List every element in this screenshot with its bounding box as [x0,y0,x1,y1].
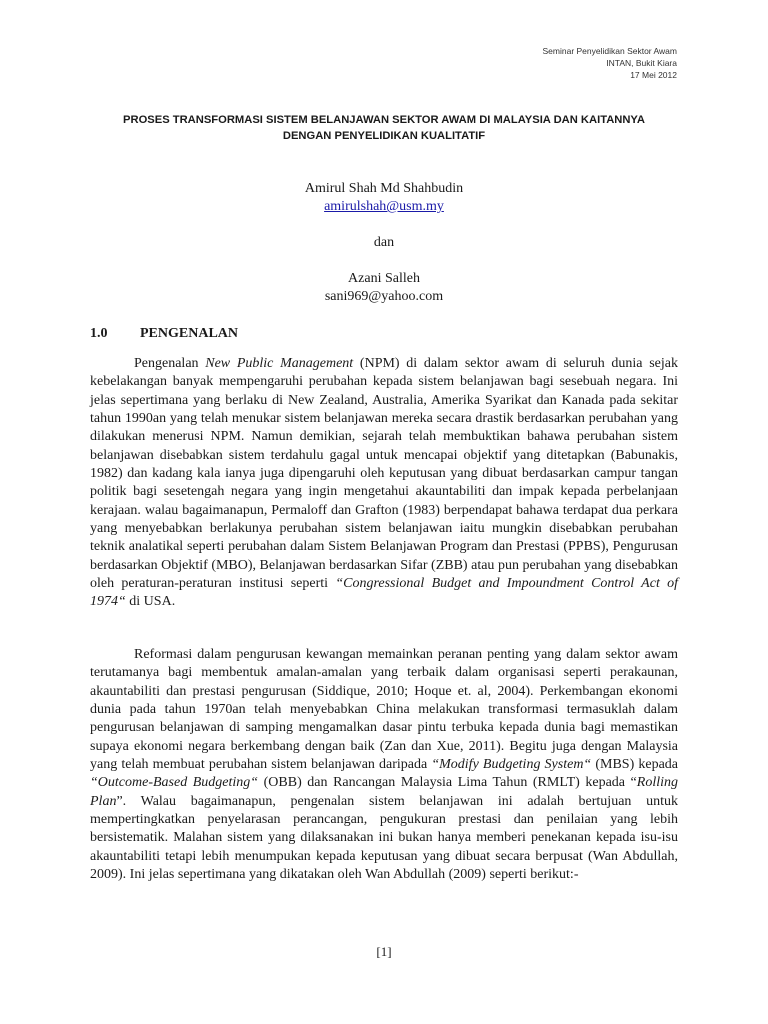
paragraph-introduction-2: Reformasi dalam pengurusan kewangan memainkan peranan penting yang dalam sektor awam terutamanya bagi membentuk amalan-amalan yang terbaik dalam organisasi seperti perakaunan, akauntabiliti dan prestasi pengurusan (Siddique, 2010; Hoque et. al, 2004). Perkembangan ekonomi dunia pada tahun 1970an telah menyebabkan China melakukan transformasi termasuklah dalam pengurusan belanjawan di samping mengamalkan dasar pintu terbuka kepada dunia bagi memastikan supaya ekonomi negara berkembang dengan baik (Zan dan Xue, 2011). Begitu juga dengan Malaysia yang telah membuat perubahan sistem belanjawan daripada “Modify Budgeting System“ (MBS) kepada “Outcome-Based Budgeting“ (OBB) dan Rancangan Malaysia Lima Tahun (RMLT) kepada “Rolling Plan”. Walau bagaimanapun, pengenalan sistem belanjawan ini adalah bertujuan untuk mempertingkatkan penyelarasan perancangan, pengukuran prestasi dan penilaian yang lebih bersistematik. Malahan sistem yang dilaksanakan ini bukan hanya memberi penekanan kepada isu-isu akauntabiliti tetapi lebih menumpukan kepada keputusan yang dibuat secara berpusat (Wan Abdullah, 2009). Ini jelas sepertimana yang dikatakan oleh Wan Abdullah (2009) seperti berikut:- [90,647,679,883]
term-rolling-plan: Rolling Plan [90,775,679,809]
section-number: 1.0 [90,326,108,341]
section-title: PENGENALAN [140,326,239,341]
author-1-email-link[interactable]: amirulshah@usm.my [324,199,444,214]
paper-title [90,112,678,144]
page-number: [1] [376,944,392,959]
paper-title-line-2: DENGAN PENYELIDIKAN KUALITATIF [282,130,486,142]
section-heading [90,326,238,342]
term-new-public-management: New Public Management [205,356,354,371]
header-date: 17 Mei 2012 [630,70,677,80]
running-header [543,45,678,81]
author-block [90,180,678,306]
header-seminar-name: Seminar Penyelidikan Sektor Awam [542,46,677,56]
term-congressional-budget-act: “Congressional Budget and Impoundment Control Act of 1974“ [90,576,679,610]
term-outcome-based-budgeting: “Outcome-Based Budgeting“ [90,775,259,791]
term-modify-budgeting-system: “Modify Budgeting System“ [431,757,592,773]
header-venue: INTAN, Bukit Kiara [606,58,677,68]
author-conjunction: dan [373,235,395,250]
paper-title-line-1: PROSES TRANSFORMASI SISTEM BELANJAWAN SEKTOR AWAM DI MALAYSIA DAN KAITANNYA [123,114,645,126]
author-2-email: sani969@yahoo.com [324,289,444,304]
paragraph-introduction-1: Pengenalan New Public Management (NPM) di dalam sektor awam di seluruh dunia sejak kebelakangan banyak mempengaruhi perubahan kepada sistem belanjawan bagi sesebuah negara. Ini jelas sepertimana yang berlaku di New Zealand, Australia, Amerika Syarikat dan Kanada pada sekitar tahun 1990an yang telah menukar sistem belanjawan mereka secara drastik berdasarkan perubahan yang dilakukan menerusi NPM. Namun demikian, sejarah telah membuktikan bahawa perubahan sistem belanjawan disebabkan sistem terdahulu gagal untuk mencapai objektif yang ditetapkan (Babunakis, 1982) dan kadang kala ianya juga dipengaruhi oleh keputusan yang dibuat berdasarkan campur tangan politik bagi sesetengah negara yang ingin mengetahui akauntabiliti dan impak kepada perbelanjaan kerajaan. walau bagaimanapun, Permaloff dan Grafton (1983) berpendapat bahawa terdapat dua perkara yang menyebabkan berlakunya perubahan sistem belanjawan iaitu mungkin disebabkan perubahan teknik analatikal seperti perubahan dalam Sistem Belanjawan Program dan Prestasi (PPBS), Pengurusan berdasarkan Objektif (MBO), Belanjawan berdasarkan Sifar (ZBB) atau pun perubahan yang disebabkan oleh peraturan-peraturan institusi seperti “Congressional Budget and Impoundment Control Act of 1974“ di USA. [90,356,679,610]
author-1-name: Amirul Shah Md Shahbudin [304,181,464,196]
author-2-name: Azani Salleh [348,271,420,286]
